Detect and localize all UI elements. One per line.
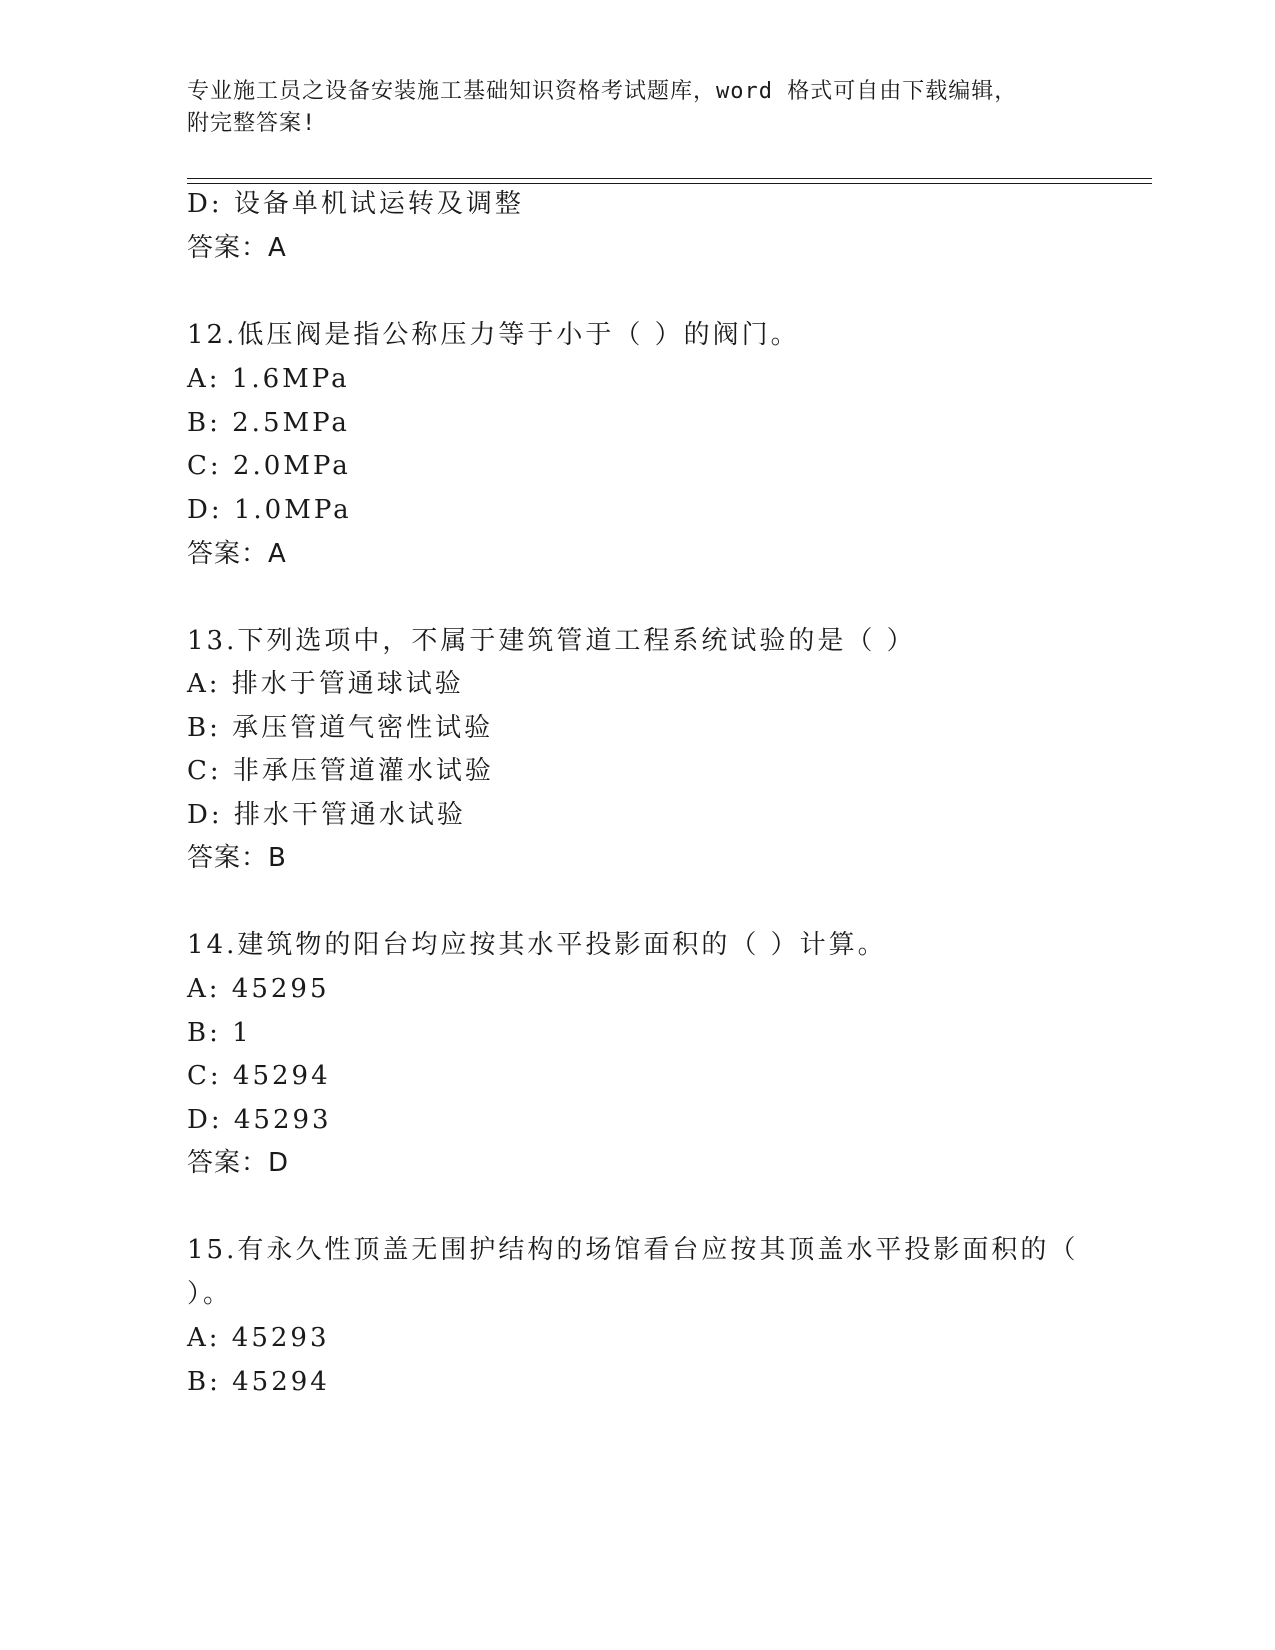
q14-option-c: C: 45294: [187, 1061, 331, 1091]
q15-stem-line-1: 15.有永久性顶盖无围护结构的场馆看台应按其顶盖水平投影面积的（: [187, 1235, 1079, 1265]
q13-option-a: A: 排水于管通球试验: [187, 669, 464, 699]
q14-answer: 答案：D: [187, 1148, 290, 1178]
header-divider-bottom: [187, 183, 1152, 184]
prev-answer: 答案：A: [187, 233, 287, 263]
q13-answer: 答案：B: [187, 843, 287, 873]
document-header: [187, 76, 1147, 140]
q12-option-d: D: 1.0MPa: [187, 495, 352, 525]
header-divider-top: [187, 178, 1152, 179]
q15-option-b: B: 45294: [187, 1367, 330, 1397]
q14-option-a: A: 45295: [187, 974, 330, 1004]
q12-answer: 答案：A: [187, 539, 287, 569]
q12-stem: 12.低压阀是指公称压力等于小于（ ）的阀门。: [187, 320, 800, 350]
q13-option-b: B: 承压管道气密性试验: [187, 713, 494, 743]
q13-option-c: C: 非承压管道灌水试验: [187, 756, 494, 786]
q14-stem: 14.建筑物的阳台均应按其水平投影面积的（ ）计算。: [187, 930, 887, 960]
q14-option-d: D: 45293: [187, 1105, 332, 1135]
q12-option-c: C: 2.0MPa: [187, 451, 351, 481]
header-line-1: 专业施工员之设备安装施工基础知识资格考试题库，word 格式可自由下载编辑，: [187, 79, 1018, 104]
q15-option-a: A: 45293: [187, 1323, 330, 1353]
q15-stem-line-2: ）。: [187, 1279, 233, 1309]
q12-option-a: A: 1.6MPa: [187, 364, 350, 394]
q12-option-b: B: 2.5MPa: [187, 408, 350, 438]
q13-stem: 13.下列选项中，不属于建筑管道工程系统试验的是（ ）: [187, 626, 916, 656]
prev-option-d: D: 设备单机试运转及调整: [187, 189, 524, 219]
q14-option-b: B: 1: [187, 1018, 252, 1048]
header-line-2: 附完整答案!: [187, 111, 317, 136]
q13-option-d: D: 排水干管通水试验: [187, 800, 466, 830]
